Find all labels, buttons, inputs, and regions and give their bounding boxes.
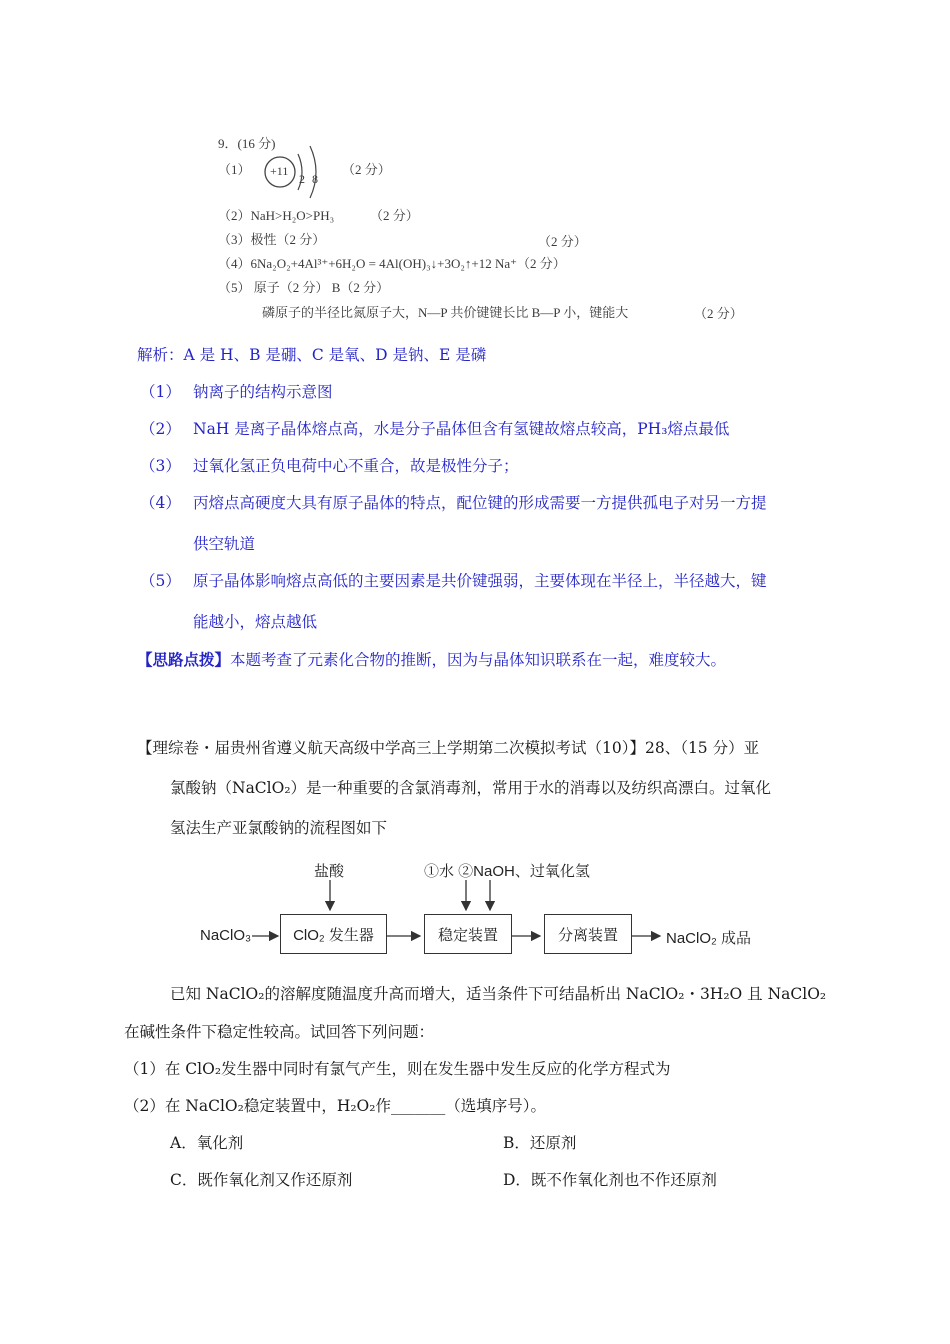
option-d: D．既不作氧化剂也不作还原剂 xyxy=(503,1171,717,1189)
analysis-intro: 解析：A 是 H、B 是硼、C 是氧、D 是钠、E 是磷 xyxy=(137,346,487,364)
answer-q3-score: （2 分） xyxy=(538,234,587,249)
shell2-count: 8 xyxy=(312,172,318,186)
answer-q5: （5） 原子（2 分） B（2 分） xyxy=(218,280,390,295)
question-line-3: 氢法生产亚氯酸钠的流程图如下 xyxy=(170,819,388,837)
analysis-item-2-text: NaH 是离子晶体熔点高，水是分子晶体但含有氢键故熔点较高，PH₃熔点最低 xyxy=(193,420,730,438)
flow-box-separator: 分离装置 xyxy=(544,914,632,954)
tip-label: 【思路点拨】 xyxy=(137,650,231,669)
shell1-count: 2 xyxy=(299,172,305,186)
analysis-item-4-text: 丙熔点高硬度大具有原子晶体的特点，配位键的形成需要一方提供孤电子对另一方提 xyxy=(193,494,767,512)
known-line-2: 在碱性条件下稳定性较高。试回答下列问题： xyxy=(124,1023,435,1041)
tip-text: 本题考查了元素化合物的推断，因为与晶体知识联系在一起，难度较大。 xyxy=(230,651,727,669)
analysis-item-3-text: 过氧化氢正负电荷中心不重合，故是极性分子； xyxy=(193,457,519,475)
question-line-2: 氯酸钠（NaClO₂）是一种重要的含氯消毒剂，常用于水的消毒以及纺织高漂白。过氧化 xyxy=(170,779,772,797)
answer-q2: （2）NaH>H₂O>PH₃ xyxy=(218,208,335,223)
analysis-item-4-cont: 供空轨道 xyxy=(193,535,256,553)
analysis-item-4-num: （4） xyxy=(140,494,181,512)
analysis-item-5-cont: 能越小，熔点越低 xyxy=(193,613,318,631)
sub-question-1: （1）在 ClO₂发生器中同时有氯气产生，则在发生器中发生反应的化学方程式为 xyxy=(124,1060,671,1078)
flow-box-clo2-generator: ClO₂ 发生器 xyxy=(280,914,387,954)
answer-header: 9．(16 分) xyxy=(218,136,276,151)
option-a: A．氧化剂 xyxy=(170,1134,244,1152)
answer-q5-reason: 磷原子的半径比氮原子大，N—P 共价键键长比 B—P 小，键能大 xyxy=(262,305,629,320)
answer-q5-score: （2 分） xyxy=(694,306,743,321)
answer-q2-score: （2 分） xyxy=(370,208,419,223)
answer-q1-score: （2 分） xyxy=(342,162,391,177)
sub-question-2: （2）在 NaClO₂稳定装置中，H₂O₂作_______（选填序号）。 xyxy=(124,1097,546,1115)
known-line-1: 已知 NaClO₂的溶解度随温度升高而增大，适当条件下可结晶析出 NaClO₂・3H₂O 且 NaClO₂ xyxy=(170,985,827,1003)
nucleus-charge: +11 xyxy=(270,164,289,178)
analysis-item-5-text: 原子晶体影响熔点高低的主要因素是共价键强弱，主要体现在半径上，半径越大，键 xyxy=(193,572,767,590)
option-b: B．还原剂 xyxy=(503,1134,577,1152)
flow-input: NaClO₃ xyxy=(200,927,252,944)
answer-q4: （4）6Na₂O₂+4Al³⁺+6H₂O = 4Al(OH)₃↓+3O₂↑+12 Na⁺（2 分） xyxy=(218,256,566,271)
flow-reagent-water-naoh: ①水 ②NaOH、过氧化氢 xyxy=(424,863,590,880)
analysis-item-2-num: （2） xyxy=(140,420,181,438)
flow-output: NaClO₂ 成品 xyxy=(666,930,751,947)
flow-box-stabilizer: 稳定装置 xyxy=(424,914,512,954)
analysis-item-3-num: （3） xyxy=(140,457,181,475)
answer-q3: （3）极性（2 分） xyxy=(218,232,326,247)
analysis-item-1-text: 钠离子的结构示意图 xyxy=(193,383,333,401)
answer-q1-number: （1） xyxy=(218,162,251,177)
question-line-1: 【理综卷・届贵州省遵义航天高级中学高三上学期第二次模拟考试（10）】28、（15 分）亚 xyxy=(137,739,760,757)
flow-reagent-hcl: 盐酸 xyxy=(314,863,345,880)
analysis-item-5-num: （5） xyxy=(140,572,181,590)
analysis-item-1-num: （1） xyxy=(140,383,181,401)
tip-line xyxy=(137,648,726,670)
option-c: C．既作氧化剂又作还原剂 xyxy=(170,1171,353,1189)
